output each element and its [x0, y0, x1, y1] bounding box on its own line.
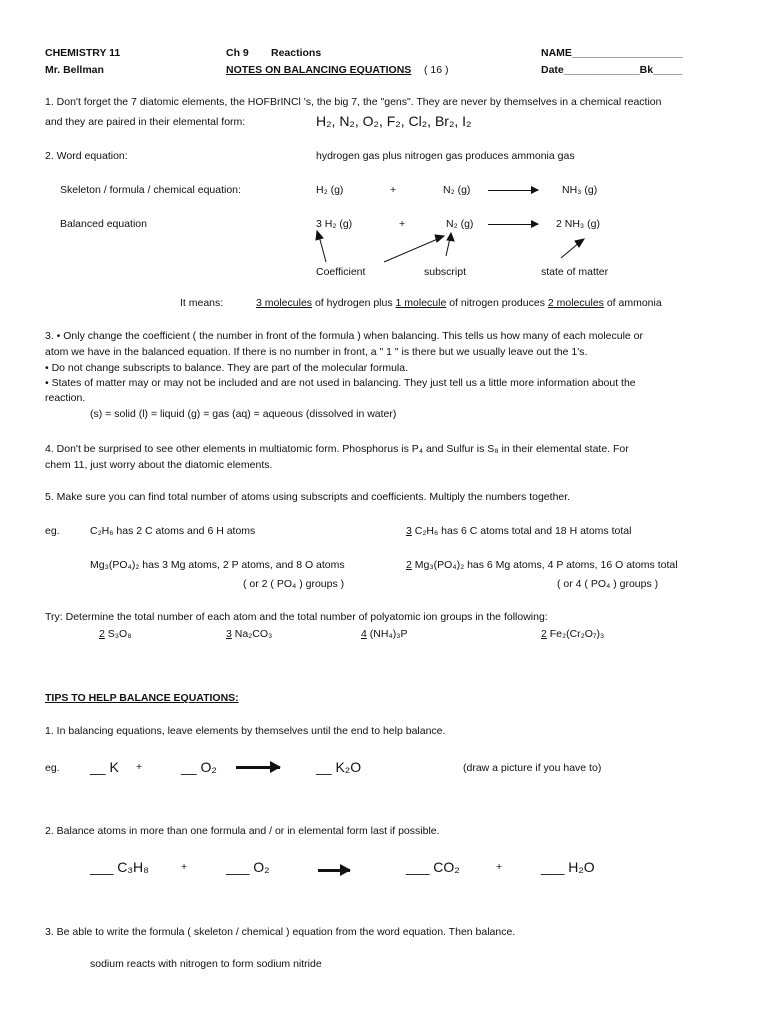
s1-line1: 1. Don't forget the 7 diatomic elements, the HOFBrINCl 's, the big 7, the "gens". They are never by themselves in a chemical reaction: [45, 96, 662, 108]
s3-line4: • States of matter may or may not be included and are not used in balancing. They just tell us a little more information about the: [45, 377, 636, 389]
date-field: Date_____________Bk_____: [541, 64, 683, 76]
tip-3-word-equation: sodium reacts with nitrogen to form sodium nitride: [90, 958, 322, 970]
tips-heading: TIPS TO HELP BALANCE EQUATIONS:: [45, 692, 239, 704]
skeleton-label: Skeleton / formula / chemical equation:: [60, 184, 241, 196]
notes-count: ( 16 ): [424, 64, 449, 76]
means-label: It means:: [180, 297, 224, 309]
states-of-matter: (s) = solid (l) = liquid (g) = gas (aq) = aqueous (dissolved in water): [90, 408, 397, 420]
state-of-matter-label: state of matter: [541, 266, 609, 278]
example-mg3po42-groups: ( or 2 ( PO₄ ) groups ): [243, 578, 345, 590]
tip-2: 2. Balance atoms in more than one formula and / or in elemental form last if possible.: [45, 825, 440, 837]
try-item: 3 Na₂CO₃: [226, 628, 273, 640]
s5-line1: 5. Make sure you can find total number of atoms using subscripts and coefficients. Multiply the numbers together.: [45, 491, 571, 503]
balanced-label: Balanced equation: [60, 218, 147, 230]
example-3c2h6: 3 C₂H₆ has 6 C atoms total and 18 H atoms total: [406, 525, 632, 537]
tip-2-plus-2: +: [496, 861, 503, 873]
example-2mg3po42-groups: ( or 4 ( PO₄ ) groups ): [557, 578, 659, 590]
tip-1-yield-arrow: [236, 766, 280, 769]
tip-2-h2o: ___ H₂O: [541, 859, 595, 875]
try-item: 2 S₃O₈: [99, 628, 132, 640]
try-item: 2 Fe₂(Cr₂O₇)₃: [541, 628, 605, 640]
example-2mg3po42: 2 Mg₃(PO₄)₂ has 6 Mg atoms, 4 P atoms, 16 O atoms total: [406, 559, 678, 571]
tip-2-c3h8: ___ C₃H₈: [90, 859, 149, 875]
example-c2h6: C₂H₆ has 2 C atoms and 6 H atoms: [90, 525, 256, 537]
name-field: NAME___________________: [541, 47, 683, 59]
skeleton-n2: N₂ (g): [443, 184, 471, 196]
tip-1: 1. In balancing equations, leave elements by themselves until the end to help balance.: [45, 725, 446, 737]
tip-1-note: (draw a picture if you have to): [463, 762, 602, 774]
s3-line2: atom we have in the balanced equation. If there is no number in front, a " 1 " is there but we usually leave out the 1's.: [45, 346, 588, 358]
balanced-nh3: 2 NH₃ (g): [556, 218, 600, 230]
s4-line2: chem 11, just worry about the diatomic elements.: [45, 459, 273, 471]
tip-2-yield-arrow: [318, 869, 350, 872]
balanced-n2: N₂ (g): [446, 218, 474, 230]
tip-1-k: __ K: [90, 759, 119, 775]
try-item: 4 (NH₄)₃P: [361, 628, 408, 640]
skeleton-plus: +: [390, 184, 397, 196]
tip-2-co2: ___ CO₂: [406, 859, 460, 875]
notes-title: NOTES ON BALANCING EQUATIONS: [226, 64, 412, 76]
tip-1-eg-label: eg.: [45, 762, 60, 774]
s3-line5: reaction.: [45, 392, 86, 404]
try-instructions: Try: Determine the total number of each atom and the total number of polyatomic ion groups in the following:: [45, 611, 548, 623]
subscript-label: subscript: [424, 266, 467, 278]
coefficient-label: Coefficient: [316, 266, 366, 278]
chapter-topic: Reactions: [271, 47, 322, 59]
skeleton-h2: H₂ (g): [316, 184, 344, 196]
example-mg3po42: Mg₃(PO₄)₂ has 3 Mg atoms, 2 P atoms, and 8 O atoms: [90, 559, 345, 571]
tip-1-o2: __ O₂: [181, 759, 217, 775]
eg-label: eg.: [45, 525, 60, 537]
course-title: CHEMISTRY 11: [45, 47, 121, 59]
tip-1-k2o: __ K₂O: [316, 759, 362, 775]
s4-line1: 4. Don't be surprised to see other elements in multiatomic form. Phosphorus is P₄ and Sulfur is S₈ in their elemental state. For: [45, 443, 629, 455]
chapter-number: Ch 9: [226, 47, 249, 59]
skeleton-nh3: NH₃ (g): [562, 184, 598, 196]
tip-3: 3. Be able to write the formula ( skeleton / chemical ) equation from the word equation. Then balance.: [45, 926, 516, 938]
s3-line3: • Do not change subscripts to balance. They are part of the molecular formula.: [45, 362, 409, 374]
teacher-name: Mr. Bellman: [45, 64, 104, 76]
balanced-plus: +: [399, 218, 406, 230]
tip-1-plus: +: [136, 761, 143, 773]
word-eq-label: 2. Word equation:: [45, 150, 128, 162]
word-equation: hydrogen gas plus nitrogen gas produces ammonia gas: [316, 150, 575, 162]
diatomic-elements: H₂, N₂, O₂, F₂, Cl₂, Br₂, I₂: [316, 113, 472, 129]
balanced-h2: 3 H₂ (g): [316, 218, 353, 230]
annotation-pointer-arrows: [0, 0, 768, 300]
means-sentence: 3 molecules of hydrogen plus 1 molecule of nitrogen produces 2 molecules of ammonia: [256, 297, 662, 309]
tip-2-o2: ___ O₂: [226, 859, 270, 875]
tip-2-plus-1: +: [181, 861, 188, 873]
s3-line1: 3. • Only change the coefficient ( the number in front of the formula ) when balancing. This tells us how many of each molecule or: [45, 330, 644, 342]
s1-line2: and they are paired in their elemental form:: [45, 116, 246, 128]
